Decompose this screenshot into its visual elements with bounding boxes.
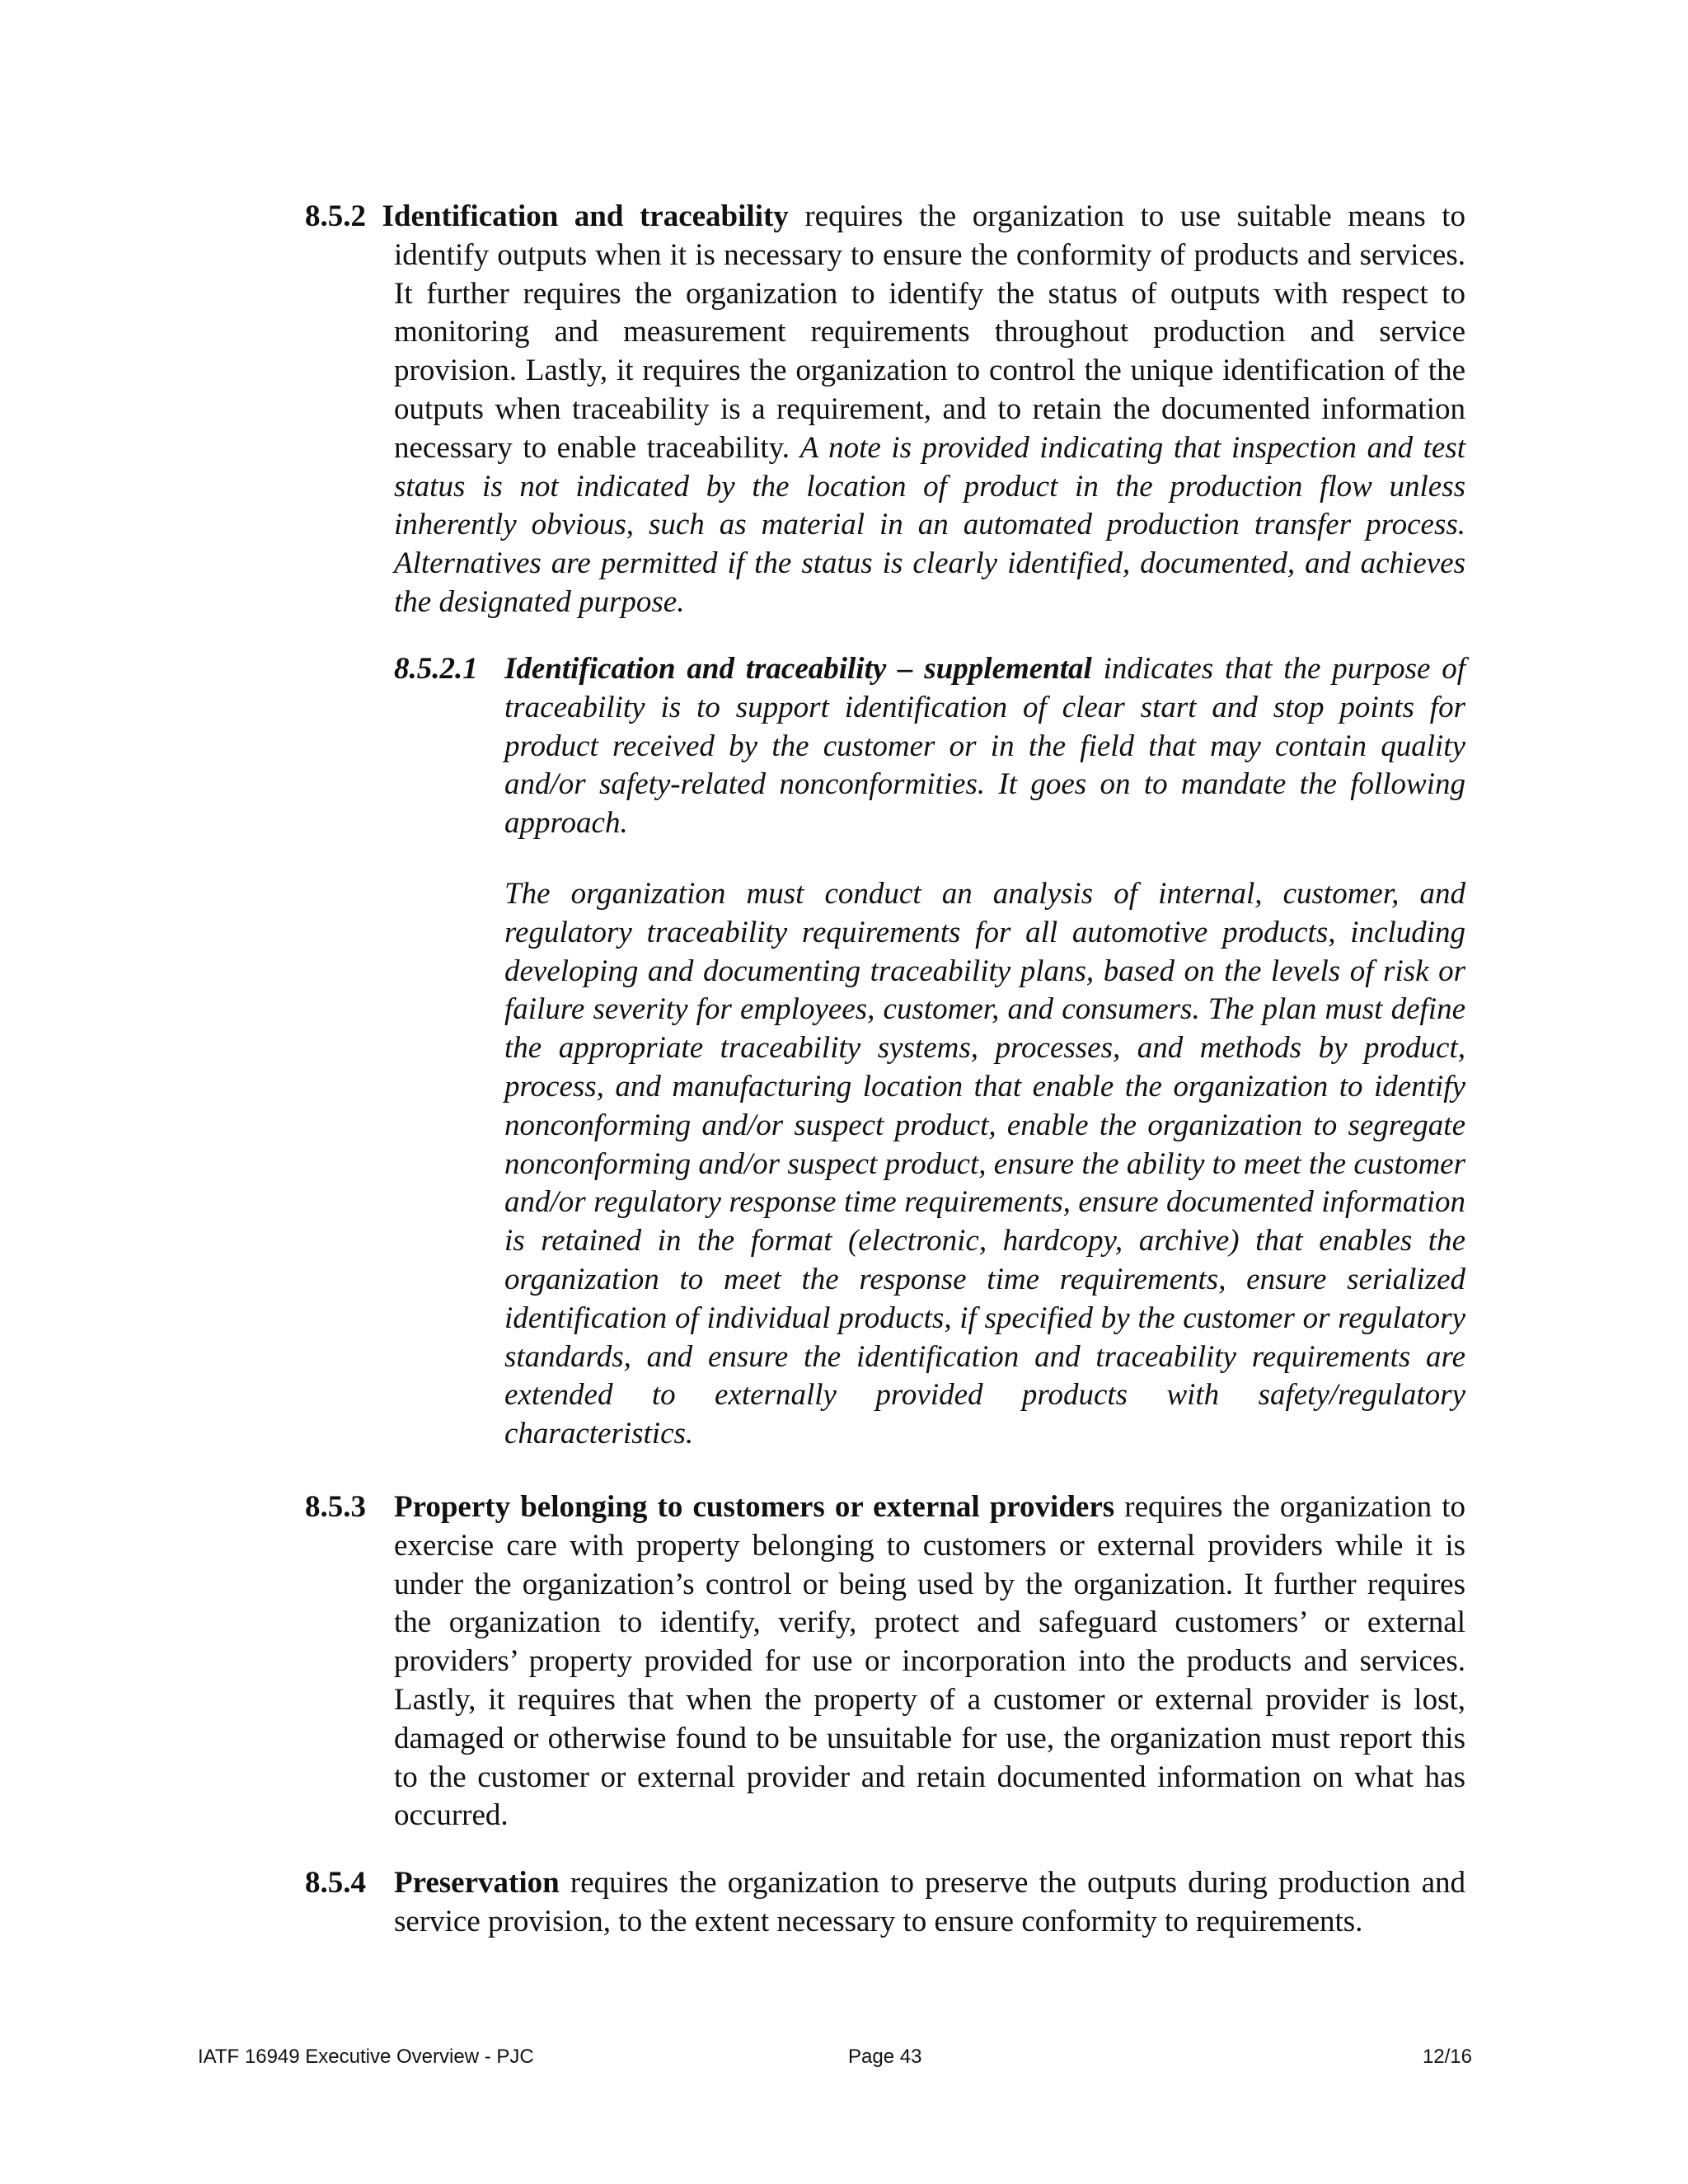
section-body: requires the organization to use suitable means to identify outputs when it is necessary to ensure the conformity of products and services. It further requires the organization to identify the status of outputs with respect to monitoring and measurement requirements throughout production and service provision. Lastly, it requires the organization to control the unique identification of the outputs when traceability is a requirement, and to retain the documented information necessary to enable traceability. [394, 199, 1466, 465]
section-number: 8.5.4 [305, 1866, 366, 1900]
section-heading: Property belonging to customers or external providers [394, 1490, 1115, 1524]
section-body: indicates that the purpose of traceability is to support identification of clear start and stop points for product received by the customer or in the field that may contain quality and/or safety-related nonconformities. It goes on to mandate the following approach. [504, 652, 1465, 841]
section-8-5-4 [305, 1864, 1465, 1942]
section-8-5-2-1-approach [504, 875, 1465, 1454]
section-note: A note is provided indicating that inspection and test status is not indicated by the location of product in the production flow unless inherently obvious, such as material in an automated production transfer process. Alternatives are permitted if the status is clearly identified, documented, and achieves the designated purpose. [394, 430, 1465, 619]
section-number: 8.5.3 [305, 1490, 366, 1524]
section-heading: Identification and traceability [382, 199, 789, 233]
section-heading: Preservation [394, 1866, 560, 1900]
footer-date: 12/16 [1422, 2046, 1472, 2068]
section-body: requires the organization to exercise care with property belonging to customers or external providers while it is under the organization’s control or being used by the organization. It further requires the organization to identify, verify, protect and safeguard customers’ or external providers’ property provided for use or incorporation into the products and services. Lastly, it requires that when the property of a customer or external provider is lost, damaged or otherwise found to be unsuitable for use, the organization must report this to the customer or external provider and retain documented information on what has occurred. [394, 1490, 1465, 1833]
section-heading: Identification and traceability – supplemental [504, 652, 1092, 686]
footer-document-title: IATF 16949 Executive Overview - PJC [198, 2046, 534, 2068]
section-body: The organization must conduct an analysis of internal, customer, and regulatory traceability requirements for all automotive products, including developing and documenting traceability plans, based on the levels of risk or failure severity for employees, customer, and consumers. The plan must define the appropriate traceability systems, processes, and methods by product, process, and manufacturing location that enable the organization to identify nonconforming and/or suspect product, enable the organization to segregate nonconforming and/or suspect product, ensure the ability to meet the customer and/or regulatory response time requirements, ensure documented information is retained in the format (electronic, hardcopy, archive) that enables the organization to meet the response time requirements, ensure serialized identification of individual products, if specified by the customer or regulatory standards, and ensure the identification and traceability requirements are extended to externally provided products with safety/regulatory characteristics. [504, 877, 1465, 1451]
section-8-5-2 [305, 198, 1465, 622]
section-body: requires the organization to preserve the outputs during production and service provision, to the extent necessary to ensure conformity to requirements. [394, 1866, 1465, 1938]
section-8-5-2-1 [394, 650, 1465, 843]
section-8-5-3 [305, 1488, 1465, 1835]
section-number: 8.5.2.1 [394, 652, 478, 686]
footer-page-number: Page 43 [848, 2046, 922, 2068]
section-number: 8.5.2 [305, 199, 366, 233]
